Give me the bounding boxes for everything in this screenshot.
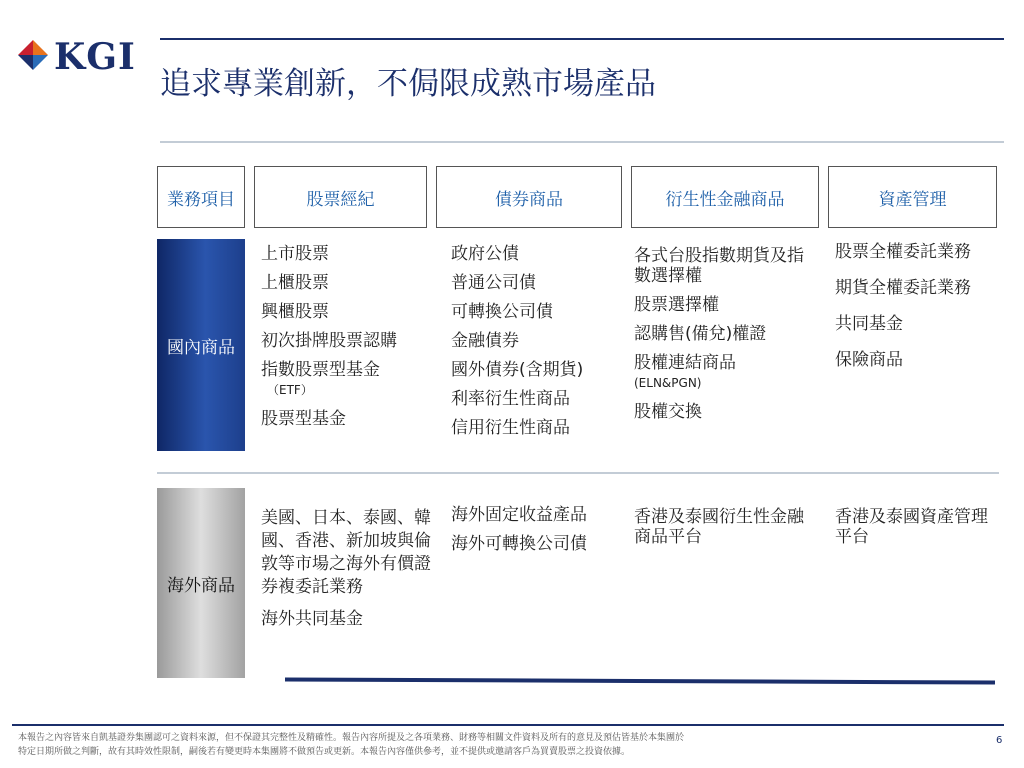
kgi-diamond-icon xyxy=(18,40,48,70)
bottom-rule xyxy=(285,677,995,684)
list-item: (ELN&PGN) xyxy=(634,376,702,390)
list-item: 金融債券 xyxy=(451,331,519,351)
header-business-item: 業務項目 xyxy=(157,166,245,228)
list-item: 上市股票 xyxy=(261,244,329,264)
header-derivatives: 衍生性金融商品 xyxy=(631,166,819,228)
disclaimer-line: 特定日期所做之判斷，故有其時效性限制，嗣後若有變更時本集團將不做預告或更新。本報告內容僅供參考，並不提供或邀請客戶為買賣股票之投資依據。 xyxy=(18,747,631,757)
list-item: 普通公司債 xyxy=(451,273,536,293)
row-label-overseas: 海外商品 xyxy=(157,488,245,678)
list-item: 香港及泰國資產管理平台 xyxy=(835,507,988,547)
overseas-asset-cell xyxy=(835,507,1003,556)
domestic-asset-cell xyxy=(835,242,1003,379)
header-asset-management: 資產管理 xyxy=(828,166,997,228)
list-item: 初次掛牌股票認購 xyxy=(261,331,397,351)
kgi-logo xyxy=(18,36,136,78)
list-item: 政府公債 xyxy=(451,244,519,264)
list-item: 股票選擇權 xyxy=(634,295,719,315)
list-item: （ETF） xyxy=(267,383,313,397)
list-item: 利率衍生性商品 xyxy=(451,389,570,409)
list-item: 美國、日本、泰國、韓國、香港、新加坡與倫敦等市場之海外有價證券複委託業務 xyxy=(261,508,431,597)
footer-rule xyxy=(12,724,1004,726)
domestic-stock-cell xyxy=(261,244,411,438)
list-item: 指數股票型基金 xyxy=(261,360,380,380)
list-item: 認購售(備兌)權證 xyxy=(634,324,767,344)
list-item: 信用衍生性商品 xyxy=(451,418,570,438)
logo-text: KGI xyxy=(54,36,136,78)
domestic-derivatives-cell xyxy=(634,246,816,431)
list-item: 保險商品 xyxy=(835,350,903,370)
list-item: 股權交換 xyxy=(634,402,702,422)
row-divider xyxy=(157,472,999,474)
overseas-bond-cell xyxy=(451,505,621,563)
list-item: 興櫃股票 xyxy=(261,302,329,322)
overseas-derivatives-cell xyxy=(634,507,810,556)
domestic-bond-cell xyxy=(451,244,621,447)
page-title: 追求專業創新，不侷限成熟市場產品 xyxy=(160,66,656,102)
list-item: 上櫃股票 xyxy=(261,273,329,293)
list-item: 海外固定收益產品 xyxy=(451,505,587,525)
list-item: 香港及泰國衍生性金融商品平台 xyxy=(634,507,804,547)
title-underline xyxy=(160,141,1004,143)
list-item: 各式台股指數期貨及指數選擇權 xyxy=(634,246,804,286)
row-label-domestic: 國內商品 xyxy=(157,239,245,451)
overseas-stock-cell xyxy=(261,507,437,640)
list-item: 海外共同基金 xyxy=(261,609,363,629)
list-item: 可轉換公司債 xyxy=(451,302,553,322)
list-item: 國外債券(含期貨) xyxy=(451,360,584,380)
list-item: 期貨全權委託業務 xyxy=(835,278,971,298)
list-item: 股票全權委託業務 xyxy=(835,242,971,262)
header-bond-products: 債券商品 xyxy=(436,166,622,228)
disclaimer-line: 本報告之內容皆來自凱基證券集團認可之資料來源，但不保證其完整性及精確性。報告內容所提及之各項業務、財務等相關文件資料及所有的意見及預估皆基於本集團於 xyxy=(18,733,685,743)
disclaimer xyxy=(18,731,918,759)
top-rule xyxy=(160,38,1004,40)
list-item: 股權連結商品 xyxy=(634,353,736,373)
list-item: 股票型基金 xyxy=(261,409,346,429)
page-number: 6 xyxy=(996,735,1003,746)
header-stock-brokerage: 股票經紀 xyxy=(254,166,427,228)
list-item: 共同基金 xyxy=(835,314,903,334)
list-item: 海外可轉換公司債 xyxy=(451,534,587,554)
